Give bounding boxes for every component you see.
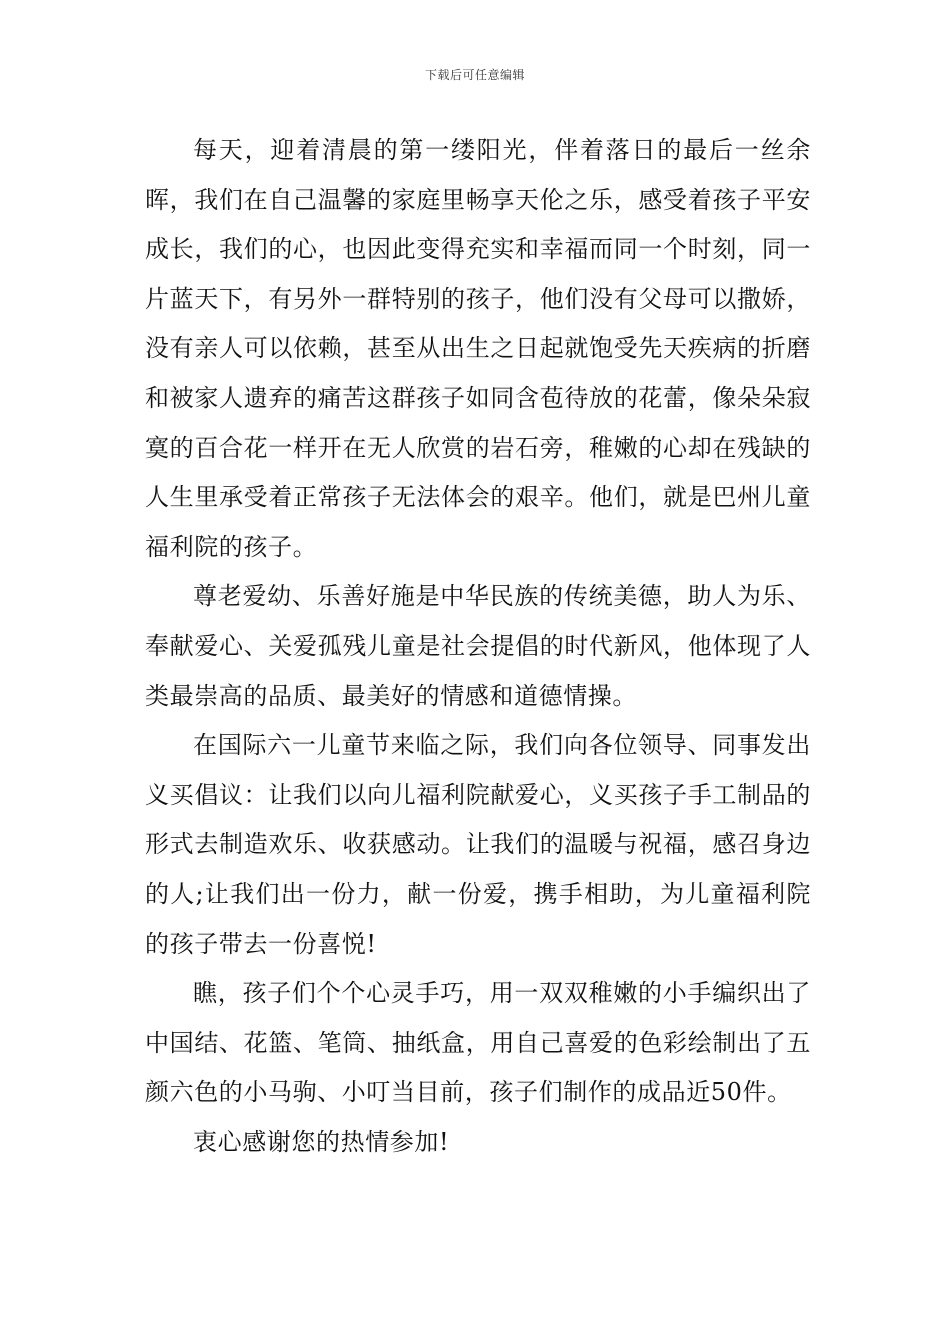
paragraph-3: 在国际六一儿童节来临之际，我们向各位领导、同事发出义买倡议：让我们以向儿福利院献爱心，义买孩子手工制品的形式去制造欢乐、收获感动。让我们的温暖与祝福，感召身边的人;让我们出一份力，献一份爱，携手相助，为儿童福利院的孩子带去一份喜悦!: [145, 731, 811, 958]
paragraph-1: 每天，迎着清晨的第一缕阳光，伴着落日的最后一丝余晖，我们在自己温馨的家庭里畅享天伦之乐，感受着孩子平安成长，我们的心，也因此变得充实和幸福而同一个时刻，同一片蓝天下，有另外一群特别的孩子，他们没有父母可以撒娇，没有亲人可以依赖，甚至从出生之日起就饱受先天疾病的折磨和被家人遗弃的痛苦这群孩子如同含苞待放的花蕾，像朵朵寂寞的百合花一样开在无人欣赏的岩石旁，稚嫩的心却在残缺的人生里承受着正常孩子无法体会的艰辛。他们，就是巴州儿童福利院的孩子。: [145, 136, 811, 561]
document-body: [145, 126, 811, 1167]
paragraph-2: 尊老爱幼、乐善好施是中华民族的传统美德，助人为乐、奉献爱心、关爱孤残儿童是社会提倡的时代新风，他体现了人类最崇高的品质、最美好的情感和道德情操。: [145, 582, 811, 710]
paragraph-5: 衷心感谢您的热情参加!: [193, 1127, 450, 1156]
page-header-note: 下载后可任意编辑: [424, 68, 525, 82]
paragraph-4: 瞧，孩子们个个心灵手巧，用一双双稚嫩的小手编织出了中国结、花篮、笔筒、抽纸盒，用自己喜爱的色彩绘制出了五颜六色的小马驹、小叮当目前，孩子们制作的成品近50件。: [145, 979, 811, 1107]
